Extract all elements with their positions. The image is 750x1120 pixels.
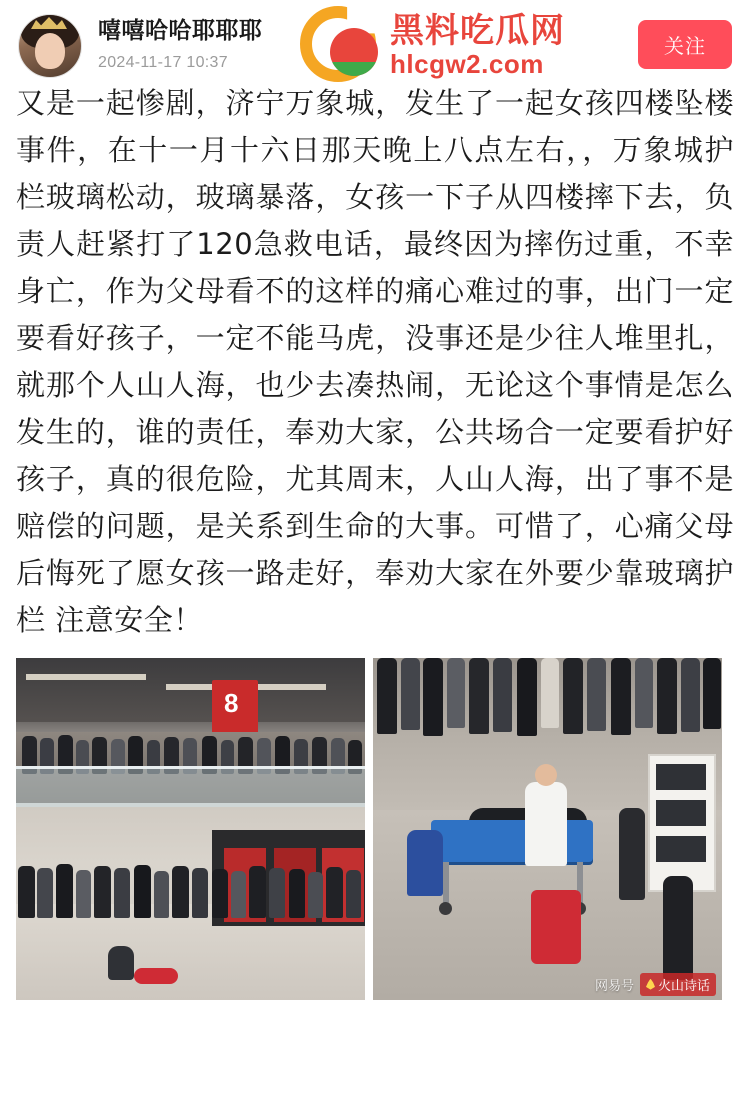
stretcher-rescue-photo[interactable] (373, 658, 722, 1000)
flame-icon (646, 979, 655, 990)
post-header (0, 0, 750, 74)
post-image-row (0, 644, 750, 1000)
follow-button[interactable]: 关注 (638, 20, 732, 69)
avatar[interactable] (18, 14, 82, 78)
post-timestamp: 2024-11-17 10:37 (98, 53, 228, 71)
author-nickname[interactable]: 嘻嘻哈哈耶耶耶 (98, 17, 263, 43)
post-body-text: 又是一起惨剧，济宁万象城，发生了一起女孩四楼坠楼事件，在十一月十六日那天晚上八点左右，，万象城护栏玻璃松动，玻璃暴落，女孩一下子从四楼摔下去，负责人赶紧打了120急救电话，最终因为摔伤过重，不幸身亡，作为父母看不的这样的痛心难过的事，出门一定要看好孩子，一定不能马虎，没事还是少往人堆里扎，就那个人山人海，也少去凑热闹，无论这个事情是怎么发生的，谁的责任，奉劝大家，公共场合一定要看护好孩子，真的很危险，尤其周末，人山人海，出了事不是赔偿的问题，是关系到生命的大事。可惜了，心痛父母后悔死了愿女孩一路走好，奉劝大家在外要少靠玻璃护栏 注意安全！ (16, 86, 734, 637)
account-name: 火山诗话 (657, 977, 710, 993)
avatar-face-shape (35, 33, 65, 69)
watermark-url: hlcgw2.com (390, 49, 544, 80)
platform-watermark (595, 973, 716, 996)
post-author-meta (98, 14, 263, 72)
platform-name: 网易号 (594, 977, 634, 993)
mall-atrium-crowd-photo[interactable] (16, 658, 365, 1000)
account-badge (640, 973, 716, 996)
watermark-title: 黑料吃瓜网 (390, 11, 565, 50)
